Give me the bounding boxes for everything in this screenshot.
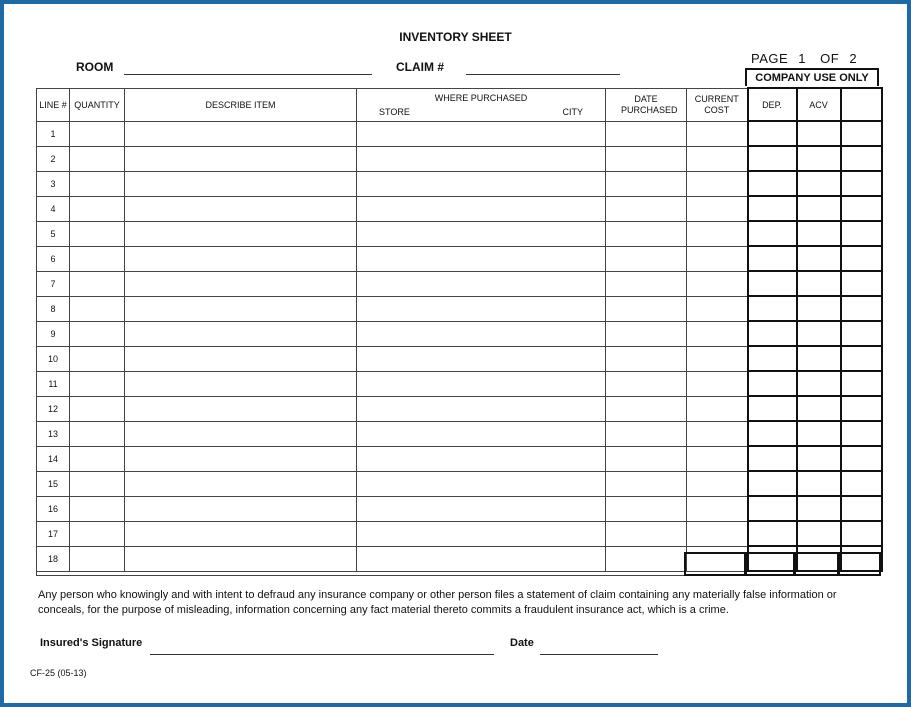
quantity-cell[interactable] <box>70 246 125 271</box>
dep-cell[interactable] <box>748 196 797 221</box>
dep-cell[interactable] <box>748 121 797 146</box>
table-row <box>37 321 882 346</box>
inventory-table <box>36 87 883 572</box>
quantity-cell[interactable] <box>70 371 125 396</box>
current-cost-cell[interactable] <box>687 221 748 246</box>
date-purchased-cell[interactable] <box>606 321 687 346</box>
signature-input[interactable] <box>150 654 494 655</box>
line-number-cell: 2 <box>37 146 70 171</box>
acv-cell[interactable] <box>797 171 841 196</box>
quantity-cell[interactable] <box>70 171 125 196</box>
fraud-disclaimer: Any person who knowingly and with intent to defraud any insurance company or other person files a statement of claim containing any materially false information or conceals, for the purpose of misleading, information concerning any fact material thereto commits a fraudulent insurance act, which is a crime. <box>38 589 837 616</box>
total-cost-cell[interactable] <box>684 552 746 576</box>
describe-item-cell[interactable] <box>125 471 357 496</box>
date-purchased-cell[interactable] <box>606 146 687 171</box>
dep-cell[interactable] <box>748 246 797 271</box>
header-acv: ACV <box>797 88 841 121</box>
total-extra-cell[interactable] <box>838 552 881 576</box>
date-purchased-cell[interactable] <box>606 346 687 371</box>
current-cost-cell[interactable] <box>687 321 748 346</box>
describe-item-cell[interactable] <box>125 371 357 396</box>
acv-cell[interactable] <box>797 471 841 496</box>
header-current-cost <box>687 88 748 121</box>
where-purchased-cell[interactable] <box>357 296 606 321</box>
page-label: PAGE <box>751 51 789 66</box>
dep-cell[interactable] <box>748 171 797 196</box>
quantity-cell[interactable] <box>70 296 125 321</box>
dep-cell[interactable] <box>748 396 797 421</box>
table-row <box>37 421 882 446</box>
dep-cell[interactable] <box>748 221 797 246</box>
current-cost-cell[interactable] <box>687 246 748 271</box>
where-purchased-cell[interactable] <box>357 471 606 496</box>
acv-cell[interactable] <box>797 246 841 271</box>
where-purchased-cell[interactable] <box>357 146 606 171</box>
where-purchased-cell[interactable] <box>357 121 606 146</box>
acv-cell[interactable] <box>797 346 841 371</box>
company-extra-cell[interactable] <box>841 146 882 171</box>
room-label: ROOM <box>76 60 114 74</box>
header-city: CITY <box>562 107 583 117</box>
date-purchased-cell[interactable] <box>606 421 687 446</box>
date-purchased-cell[interactable] <box>606 196 687 221</box>
header-date-purchased-text: DATE PURCHASED <box>621 93 678 115</box>
current-cost-cell[interactable] <box>687 421 748 446</box>
company-extra-cell[interactable] <box>841 121 882 146</box>
table-row <box>37 396 882 421</box>
acv-cell[interactable] <box>797 496 841 521</box>
company-extra-cell[interactable] <box>841 396 882 421</box>
where-purchased-cell[interactable] <box>357 496 606 521</box>
describe-item-cell[interactable] <box>125 171 357 196</box>
describe-item-cell[interactable] <box>125 446 357 471</box>
company-extra-cell[interactable] <box>841 196 882 221</box>
acv-cell[interactable] <box>797 121 841 146</box>
table-row <box>37 196 882 221</box>
total-dep-cell[interactable] <box>745 552 795 576</box>
date-input[interactable] <box>540 654 658 655</box>
dep-cell[interactable] <box>748 371 797 396</box>
inventory-sheet <box>4 4 907 703</box>
line-number-cell: 16 <box>37 496 70 521</box>
table-row <box>37 496 882 521</box>
line-number-cell: 8 <box>37 296 70 321</box>
where-purchased-cell[interactable] <box>357 446 606 471</box>
company-extra-cell[interactable] <box>841 221 882 246</box>
acv-cell[interactable] <box>797 146 841 171</box>
header-current-cost-text: CURRENT COST <box>694 93 739 115</box>
describe-item-cell[interactable] <box>125 396 357 421</box>
line-number-cell: 14 <box>37 446 70 471</box>
date-purchased-cell[interactable] <box>606 446 687 471</box>
company-extra-cell[interactable] <box>841 171 882 196</box>
where-purchased-cell[interactable] <box>357 271 606 296</box>
table-row <box>37 121 882 146</box>
quantity-cell[interactable] <box>70 496 125 521</box>
signature-label: Insured's Signature <box>40 637 143 649</box>
where-purchased-cell[interactable] <box>357 171 606 196</box>
of-label: OF <box>820 51 840 66</box>
header-dep: DEP. <box>748 88 797 121</box>
date-purchased-cell[interactable] <box>606 121 687 146</box>
quantity-cell[interactable] <box>70 271 125 296</box>
current-cost-cell[interactable] <box>687 296 748 321</box>
quantity-cell[interactable] <box>70 346 125 371</box>
dep-cell[interactable] <box>748 471 797 496</box>
date-purchased-cell[interactable] <box>606 471 687 496</box>
current-cost-cell[interactable] <box>687 146 748 171</box>
header-where-purchased <box>357 88 606 121</box>
quantity-cell[interactable] <box>70 446 125 471</box>
company-extra-cell[interactable] <box>841 446 882 471</box>
describe-item-cell[interactable] <box>125 246 357 271</box>
line-number-cell: 7 <box>37 271 70 296</box>
where-purchased-cell[interactable] <box>357 371 606 396</box>
totals-spacer <box>36 552 685 576</box>
dep-cell[interactable] <box>748 496 797 521</box>
date-purchased-cell[interactable] <box>606 271 687 296</box>
line-number-cell: 18 <box>37 546 70 571</box>
date-purchased-cell[interactable] <box>606 171 687 196</box>
claim-label: CLAIM # <box>396 60 444 74</box>
table-row <box>37 271 882 296</box>
table-row <box>37 246 882 271</box>
date-purchased-cell[interactable] <box>606 296 687 321</box>
company-extra-cell[interactable] <box>841 346 882 371</box>
header-store: STORE <box>379 107 410 117</box>
company-extra-cell[interactable] <box>841 371 882 396</box>
where-purchased-cell[interactable] <box>357 346 606 371</box>
company-extra-cell[interactable] <box>841 471 882 496</box>
current-cost-cell[interactable] <box>687 171 748 196</box>
claim-input[interactable] <box>466 74 620 75</box>
line-number-cell: 12 <box>37 396 70 421</box>
table-row <box>37 521 882 546</box>
table-row <box>37 221 882 246</box>
current-cost-cell[interactable] <box>687 471 748 496</box>
company-extra-cell[interactable] <box>841 271 882 296</box>
dep-cell[interactable] <box>748 446 797 471</box>
acv-cell[interactable] <box>797 296 841 321</box>
line-number-cell: 15 <box>37 471 70 496</box>
where-purchased-cell[interactable] <box>357 421 606 446</box>
acv-cell[interactable] <box>797 421 841 446</box>
where-purchased-cell[interactable] <box>357 196 606 221</box>
date-purchased-cell[interactable] <box>606 521 687 546</box>
acv-cell[interactable] <box>797 396 841 421</box>
line-number-cell: 1 <box>37 121 70 146</box>
where-purchased-cell[interactable] <box>357 396 606 421</box>
date-purchased-cell[interactable] <box>606 396 687 421</box>
company-extra-cell[interactable] <box>841 496 882 521</box>
line-number-cell: 5 <box>37 221 70 246</box>
header-line: LINE # <box>37 88 70 121</box>
dep-cell[interactable] <box>748 296 797 321</box>
acv-cell[interactable] <box>797 521 841 546</box>
table-row <box>37 346 882 371</box>
page-total: 2 <box>849 51 858 66</box>
header-quantity: QUANTITY <box>70 88 125 121</box>
table-row <box>37 296 882 321</box>
company-extra-cell[interactable] <box>841 296 882 321</box>
quantity-cell[interactable] <box>70 321 125 346</box>
line-number-cell: 6 <box>37 246 70 271</box>
describe-item-cell[interactable] <box>125 196 357 221</box>
company-extra-cell[interactable] <box>841 246 882 271</box>
current-cost-cell[interactable] <box>687 496 748 521</box>
quantity-cell[interactable] <box>70 221 125 246</box>
dep-cell[interactable] <box>748 146 797 171</box>
table-header-row <box>37 88 882 121</box>
acv-cell[interactable] <box>797 221 841 246</box>
header-date-purchased <box>606 88 687 121</box>
date-purchased-cell[interactable] <box>606 496 687 521</box>
quantity-cell[interactable] <box>70 396 125 421</box>
describe-item-cell[interactable] <box>125 346 357 371</box>
line-number-cell: 9 <box>37 321 70 346</box>
quantity-cell[interactable] <box>70 421 125 446</box>
dep-cell[interactable] <box>748 521 797 546</box>
current-cost-cell[interactable] <box>687 446 748 471</box>
table-row <box>37 146 882 171</box>
describe-item-cell[interactable] <box>125 496 357 521</box>
current-cost-cell[interactable] <box>687 196 748 221</box>
where-purchased-cell[interactable] <box>357 521 606 546</box>
describe-item-cell[interactable] <box>125 321 357 346</box>
table-row <box>37 371 882 396</box>
line-number-cell: 4 <box>37 196 70 221</box>
current-cost-cell[interactable] <box>687 396 748 421</box>
describe-item-cell[interactable] <box>125 121 357 146</box>
date-purchased-cell[interactable] <box>606 221 687 246</box>
describe-item-cell[interactable] <box>125 421 357 446</box>
dep-cell[interactable] <box>748 421 797 446</box>
acv-cell[interactable] <box>797 321 841 346</box>
date-purchased-cell[interactable] <box>606 246 687 271</box>
acv-cell[interactable] <box>797 446 841 471</box>
line-number-cell: 11 <box>37 371 70 396</box>
date-purchased-cell[interactable] <box>606 371 687 396</box>
quantity-cell[interactable] <box>70 146 125 171</box>
total-acv-cell[interactable] <box>794 552 839 576</box>
describe-item-cell[interactable] <box>125 146 357 171</box>
line-number-cell: 13 <box>37 421 70 446</box>
quantity-cell[interactable] <box>70 196 125 221</box>
header-where-purchased-title: WHERE PURCHASED <box>434 93 528 103</box>
current-cost-cell[interactable] <box>687 371 748 396</box>
dep-cell[interactable] <box>748 346 797 371</box>
current-cost-cell[interactable] <box>687 346 748 371</box>
where-purchased-cell[interactable] <box>357 221 606 246</box>
table-row <box>37 171 882 196</box>
room-input[interactable] <box>124 74 372 75</box>
page-number: 1 <box>798 51 807 66</box>
describe-item-cell[interactable] <box>125 221 357 246</box>
where-purchased-cell[interactable] <box>357 246 606 271</box>
acv-cell[interactable] <box>797 271 841 296</box>
company-extra-cell[interactable] <box>841 321 882 346</box>
current-cost-cell[interactable] <box>687 271 748 296</box>
quantity-cell[interactable] <box>70 521 125 546</box>
totals-row <box>36 552 881 576</box>
dep-cell[interactable] <box>748 321 797 346</box>
describe-item-cell[interactable] <box>125 271 357 296</box>
header-describe-item: DESCRIBE ITEM <box>125 88 357 121</box>
acv-cell[interactable] <box>797 196 841 221</box>
company-use-only-label: COMPANY USE ONLY <box>745 68 879 86</box>
date-label: Date <box>510 637 534 649</box>
dep-cell[interactable] <box>748 271 797 296</box>
quantity-cell[interactable] <box>70 471 125 496</box>
where-purchased-cell[interactable] <box>357 321 606 346</box>
describe-item-cell[interactable] <box>125 296 357 321</box>
company-extra-cell[interactable] <box>841 521 882 546</box>
current-cost-cell[interactable] <box>687 121 748 146</box>
page-indicator <box>751 51 857 66</box>
table-row <box>37 471 882 496</box>
table-row <box>37 446 882 471</box>
line-number-cell: 3 <box>37 171 70 196</box>
acv-cell[interactable] <box>797 371 841 396</box>
header-blank <box>841 88 882 121</box>
describe-item-cell[interactable] <box>125 521 357 546</box>
current-cost-cell[interactable] <box>687 521 748 546</box>
company-extra-cell[interactable] <box>841 421 882 446</box>
form-number: CF-25 (05-13) <box>30 668 87 678</box>
line-number-cell: 17 <box>37 521 70 546</box>
line-number-cell: 10 <box>37 346 70 371</box>
quantity-cell[interactable] <box>70 121 125 146</box>
sheet-title: INVENTORY SHEET <box>399 30 512 44</box>
